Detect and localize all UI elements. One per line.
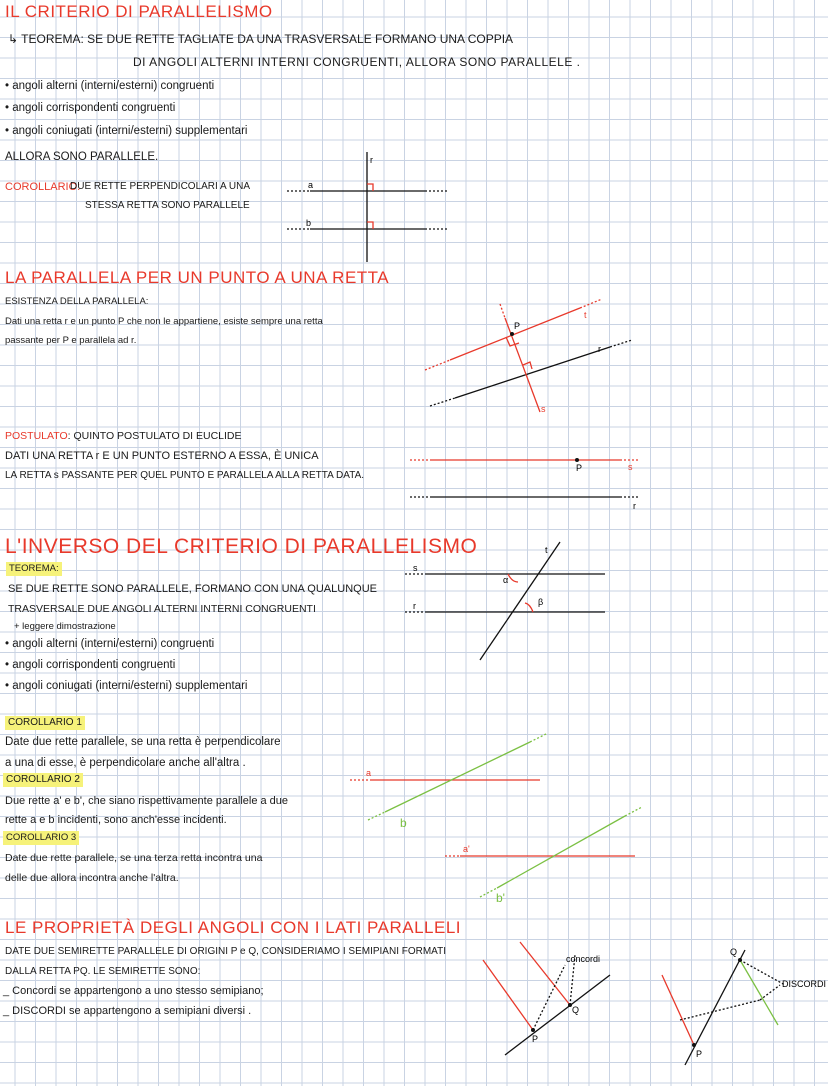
body-text: DALLA RETTA PQ. LE SEMIRETTE SONO: [5, 966, 201, 977]
corollary-label: COROLLARIO 3 [3, 831, 79, 845]
bullet-item: • angoli alterni (interni/esterni) congruenti [5, 638, 215, 650]
label-q: Q [572, 1005, 580, 1015]
list-item: _ Concordi se appartengono a uno stesso semipiano; [3, 985, 264, 997]
corollary-text: rette a e b incidenti, sono anch'esse incidenti. [5, 814, 227, 826]
body-text: passante per P e parallela ad r. [5, 335, 137, 346]
label-s: s [413, 563, 418, 573]
corollary-label: COROLLARIO 2 [3, 773, 83, 787]
label-concordi: concordi [566, 954, 601, 964]
label-s: s [628, 462, 633, 472]
perpendicular-diagram [287, 152, 447, 262]
corollary-text: STESSA RETTA SONO PARALLELE [85, 200, 250, 211]
body-text: LA RETTA s PASSANTE PER QUEL PUNTO E PARALLELA ALLA RETTA DATA. [5, 470, 365, 481]
theorem-text: ↳ TEOREMA: SE DUE RETTE TAGLIATE DA UNA TRASVERSALE FORMANO UNA COPPIA [8, 32, 514, 46]
bullet-item: • angoli coniugati (interni/esterni) supplementari [5, 125, 248, 137]
label-p: P [696, 1049, 703, 1059]
label-discordi: DISCORDI [782, 979, 827, 989]
note-text: + leggere dimostrazione [14, 621, 116, 632]
section-title: LA PARALLELA PER UN PUNTO A UNA RETTA [5, 268, 390, 287]
body-text: Dati una retta r e un punto P che non le appartiene, esiste sempre una retta [5, 316, 323, 327]
discordi-diagram [662, 950, 785, 1065]
label-r: r [598, 344, 601, 354]
postulate-title: : QUINTO POSTULATO DI EUCLIDE [67, 430, 242, 442]
label-beta: β [538, 597, 544, 607]
incident-lines-diagram [350, 734, 642, 897]
label-p: P [532, 1034, 539, 1044]
parallel-existence-diagram [425, 299, 632, 412]
label-alpha: α [503, 575, 509, 585]
corollary-text: Date due rette parallele, se una terza retta incontra una [5, 852, 263, 864]
label-p: P [514, 321, 521, 331]
label-p: P [576, 463, 583, 473]
label-s: s [541, 404, 546, 414]
theorem-text: DI ANGOLI ALTERNI INTERNI CONGRUENTI, ALLORA SONO PARALLELE . [133, 55, 581, 69]
theorem-label: TEOREMA: [6, 562, 62, 576]
corollary-label: COROLLARIO 1 [5, 716, 85, 730]
label-b: b [400, 816, 407, 830]
corollary-text: delle due allora incontra anche l'altra. [5, 872, 179, 884]
list-item: _ DISCORDI se appartengono a semipiani diversi . [3, 1005, 252, 1017]
corollary-text: Due rette a' e b', che siano rispettivamente parallele a due [5, 795, 289, 807]
label-a: a [366, 768, 372, 778]
label-a-prime: a' [463, 844, 470, 854]
subtitle: ESISTENZA DELLA PARALLELA: [5, 296, 149, 307]
label-b: b [306, 218, 312, 228]
bullet-item: • angoli corrispondenti congruenti [5, 659, 176, 671]
bullet-item: • angoli alterni (interni/esterni) congruenti [5, 80, 215, 92]
postulate-label: POSTULATO [5, 430, 68, 442]
section-title: LE PROPRIETÀ DEGLI ANGOLI CON I LATI PARALLELI [5, 918, 462, 937]
corollary-text: a una di esse, è perpendicolare anche all'altra . [5, 757, 246, 769]
label-a: a [308, 180, 314, 190]
body-text: TRASVERSALE DUE ANGOLI ALTERNI INTERNI CONGRUENTI [8, 603, 316, 615]
inverse-criterion-diagram [405, 542, 605, 660]
label-b-prime: b' [496, 891, 505, 905]
label-q: Q [730, 947, 738, 957]
label-r: r [370, 155, 373, 165]
section-title: L'INVERSO DEL CRITERIO DI PARALLELISMO [5, 535, 478, 558]
body-text: DATI UNA RETTA r E UN PUNTO ESTERNO A ESSA, È UNICA [5, 450, 319, 462]
label-t: t [584, 310, 587, 320]
label-r: r [633, 501, 636, 511]
corollary-text: DUE RETTE PERPENDICOLARI A UNA [70, 181, 251, 192]
section-title: IL CRITERIO DI PARALLELISMO [5, 2, 273, 21]
label-t: t [545, 545, 548, 555]
body-text: SE DUE RETTE SONO PARALLELE, FORMANO CON UNA QUALUNQUE [8, 583, 377, 595]
bullet-item: • angoli corrispondenti congruenti [5, 102, 176, 114]
body-text: DATE DUE SEMIRETTE PARALLELE DI ORIGINI P e Q, CONSIDERIAMO I SEMIPIANI FORMATI [5, 946, 447, 957]
label-r: r [413, 601, 416, 611]
corollary-text: Date due rette parallele, se una retta è perpendicolare [5, 736, 281, 748]
postulate-diagram [410, 458, 640, 497]
corollary-label: COROLLARIO: [5, 181, 81, 193]
conclusion-text: ALLORA SONO PARALLELE. [5, 151, 159, 163]
bullet-item: • angoli coniugati (interni/esterni) supplementari [5, 680, 248, 692]
